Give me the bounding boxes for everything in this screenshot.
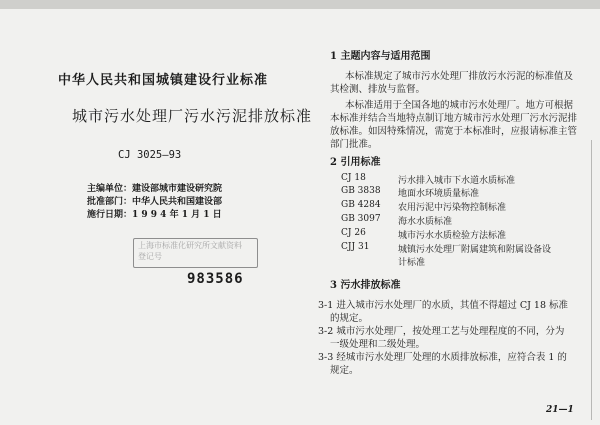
issuing-organization: 中华人民共和国城镇建设行业标准	[58, 73, 269, 88]
section-3-item: 3-3 经城市污水处理厂处理的水质排放标准，应符合表 1 的	[318, 352, 567, 363]
reference-title: 海水水质标准	[398, 217, 453, 227]
reference-title: 污水排入城市下水道水质标准	[398, 176, 516, 186]
reference-title: 地面水环境质量标准	[398, 189, 480, 199]
section-1-text: 部门批准。	[330, 139, 378, 150]
section-3-item: 规定。	[330, 365, 359, 376]
archive-number: 983586	[187, 271, 244, 287]
page-number: 21—1	[546, 405, 574, 415]
reference-code: GB 3097	[341, 214, 381, 224]
reference-code: CJJ 31	[341, 242, 370, 252]
document-title: 城市污水处理厂污水污泥排放标准	[72, 107, 313, 125]
reference-title: 计标准	[398, 258, 426, 268]
reference-code: GB 3838	[341, 186, 381, 196]
section-3-item: 的规定。	[330, 313, 369, 324]
reference-title: 城市污水水质检验方法标准	[398, 231, 507, 241]
section-3-heading: 3 污水排放标准	[330, 280, 401, 291]
reference-code: GB 4284	[341, 200, 381, 210]
effective-date: 施行日期：1 9 9 4 年 1 月 1 日	[87, 210, 222, 220]
scan-fold-line	[591, 140, 592, 420]
reference-code: CJ 18	[341, 173, 366, 183]
library-stamp	[133, 238, 258, 268]
reference-code: CJ 26	[341, 228, 366, 238]
reference-title: 农用污泥中污染物控制标准	[398, 203, 507, 213]
section-1-text: 本标准规定了城市污水处理厂排放污水污泥的标准值及	[345, 71, 574, 82]
section-3-item: 3-1 进入城市污水处理厂的水质，其值不得超过 CJ 18 标准	[318, 300, 569, 311]
stamp-line: 登记号	[138, 252, 162, 261]
section-1-heading: 1 主题内容与适用范围	[330, 51, 431, 62]
standard-code: CJ 3025—93	[118, 149, 182, 161]
section-1-text: 放标准。如因特殊情况，需宽于本标准时，应报请标准主管	[330, 126, 578, 137]
editor-unit: 主编单位：建设部城市建设研究院	[87, 184, 223, 194]
stamp-line: 上海市标准化研究所文献资料	[138, 241, 242, 250]
section-1-text: 本标准并结合当地特点制订地方城市污水处理厂污水污泥排	[330, 113, 578, 124]
section-1-text: 其检测、排放与监督。	[330, 84, 426, 95]
scan-edge	[0, 0, 600, 9]
approval-department: 批准部门：中华人民共和国建设部	[87, 197, 223, 207]
section-3-item: 3-2 城市污水处理厂，按处理工艺与处理程度的不同，分为	[318, 326, 565, 337]
section-2-heading: 2 引用标准	[330, 157, 381, 168]
reference-title: 城镇污水处理厂附属建筑和附属设备设	[398, 245, 552, 255]
section-3-item: 一级处理和二级处理。	[330, 339, 426, 350]
section-1-text: 本标准适用于全国各地的城市污水处理厂。地方可根据	[345, 100, 574, 111]
